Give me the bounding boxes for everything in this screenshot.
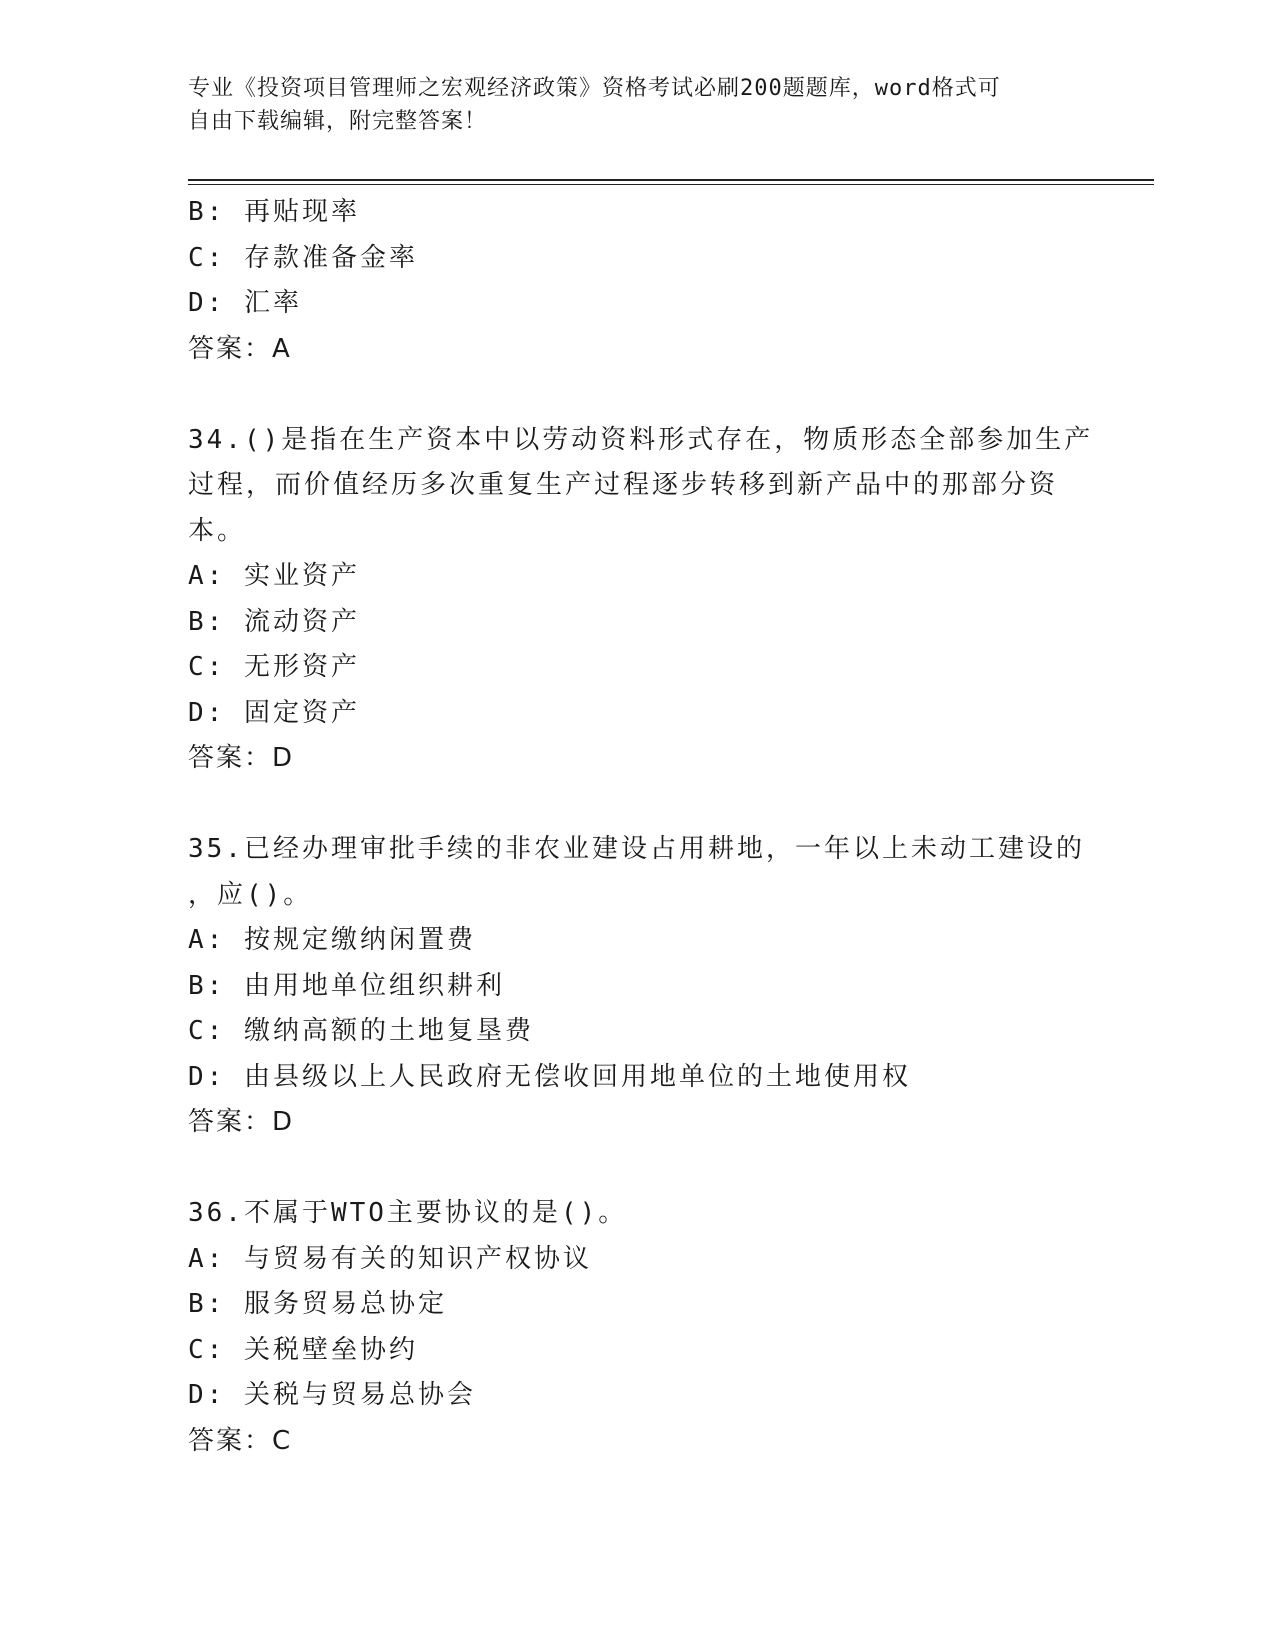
header-rule-thick [188,179,1154,181]
option-b: B: 由用地单位组织耕利 [188,970,505,1001]
answer-line: 答案：C [188,1425,293,1456]
question-stem-line: 过程，而价值经历多次重复生产过程逐步转移到新产品中的那部分资 [188,470,1059,500]
option-b: B: 流动资产 [188,606,360,637]
option-b: B: 服务贸易总协定 [188,1289,447,1319]
option-b: B: 再贴现率 [188,197,360,227]
spacer [188,372,1088,418]
option-d: D: 汇率 [188,288,302,318]
question-stem-line: ，应()。 [188,879,313,910]
question-stem-line: 35.已经办理审批手续的非农业建设占用耕地，一年以上未动工建设的 [188,834,1085,864]
answer-line: 答案：D [188,1107,295,1137]
option-a: A: 实业资产 [188,561,360,591]
header-line-1: 专业《投资项目管理师之宏观经济政策》资格考试必刷200题题库，word格式可 [188,76,1001,101]
question-stem-line: 36.不属于WTO主要协议的是()。 [188,1198,628,1228]
question-block-prev [188,190,1088,372]
option-a: A: 与贸易有关的知识产权协议 [188,1243,592,1274]
document-header [188,72,1088,138]
header-rule-thin [188,184,1154,185]
header-line-2: 自由下载编辑，附完整答案！ [188,109,488,134]
option-a: A: 按规定缴纳闲置费 [188,925,476,955]
spacer [188,782,1088,828]
question-block-35 [188,827,1088,1146]
option-d: D: 由县级以上人民政府无偿收回用地单位的土地使用权 [188,1061,911,1092]
answer-line: 答案：A [188,333,292,364]
option-c: C: 无形资产 [188,652,360,682]
document-body [188,190,1094,1464]
option-d: D: 关税与贸易总协会 [188,1380,476,1410]
option-d: D: 固定资产 [188,697,360,728]
question-stem-line: 本。 [188,515,247,546]
question-block-36 [188,1191,1088,1464]
option-c: C: 缴纳高额的土地复垦费 [188,1016,534,1046]
spacer [188,1146,1088,1192]
question-block-34 [188,418,1094,782]
question-stem-line: 34.()是指在生产资本中以劳动资料形式存在，物质形态全部参加生产 [188,424,1094,455]
option-c: C: 存款准备金率 [188,242,418,273]
answer-line: 答案：D [188,743,295,773]
option-c: C: 关税壁垒协约 [188,1334,418,1365]
